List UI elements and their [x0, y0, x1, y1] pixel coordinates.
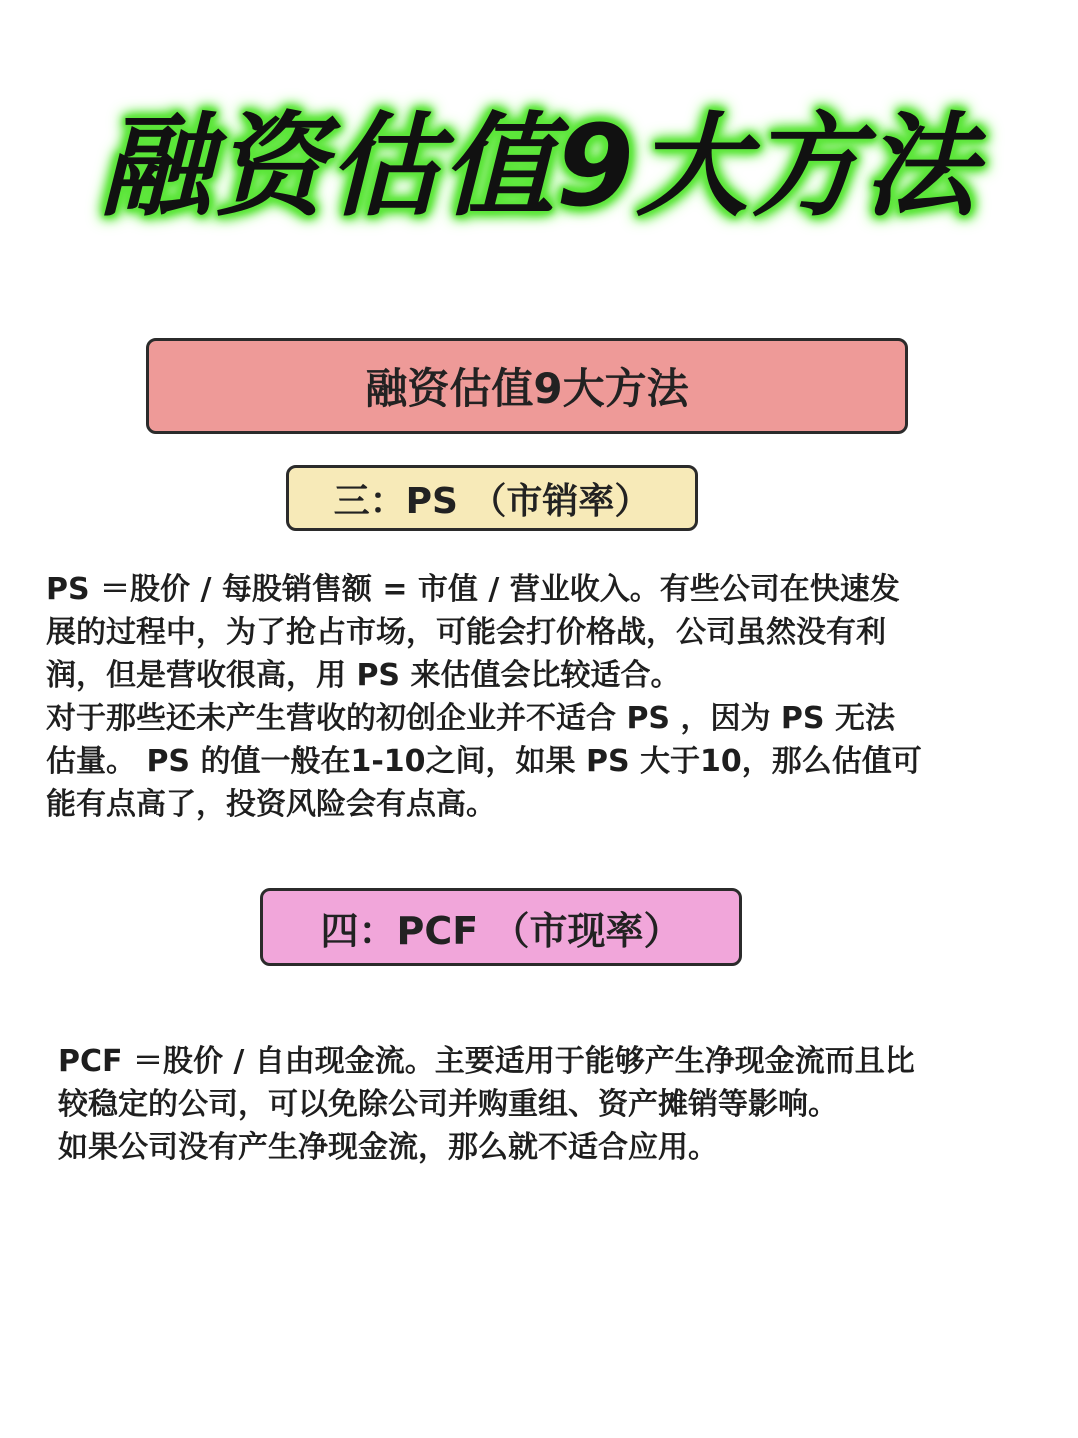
section-body-ps: PS ＝股价 / 每股销售额 = 市值 / 营业收入。有些公司在快速发 展的过程中，为了抢占市场，可能会打价格战，公司虽然没有利 润，但是营收很高，用 PS 来估值会比较适合。 对于那些还未产生营收的初创企业并不适合 PS ，因为 PS 无法 估量。 PS 的值一般在1-10之间，如果 PS 大于10，那么估值可 能有点高了，投资风险会有点高。	[46, 572, 922, 822]
title-banner: 融资估值9大方法	[146, 338, 908, 434]
section-heading-ps: 三：PS （市销率）	[286, 465, 698, 531]
page-title: 融资估值9大方法	[100, 102, 978, 232]
section-body-pcf: PCF ＝股价 / 自由现金流。主要适用于能够产生净现金流而且比 较稳定的公司，可以免除公司并购重组、资产摊销等影响。 如果公司没有产生净现金流，那么就不适合应用。	[58, 1044, 915, 1165]
section-heading-pcf: 四：PCF （市现率）	[260, 888, 742, 966]
